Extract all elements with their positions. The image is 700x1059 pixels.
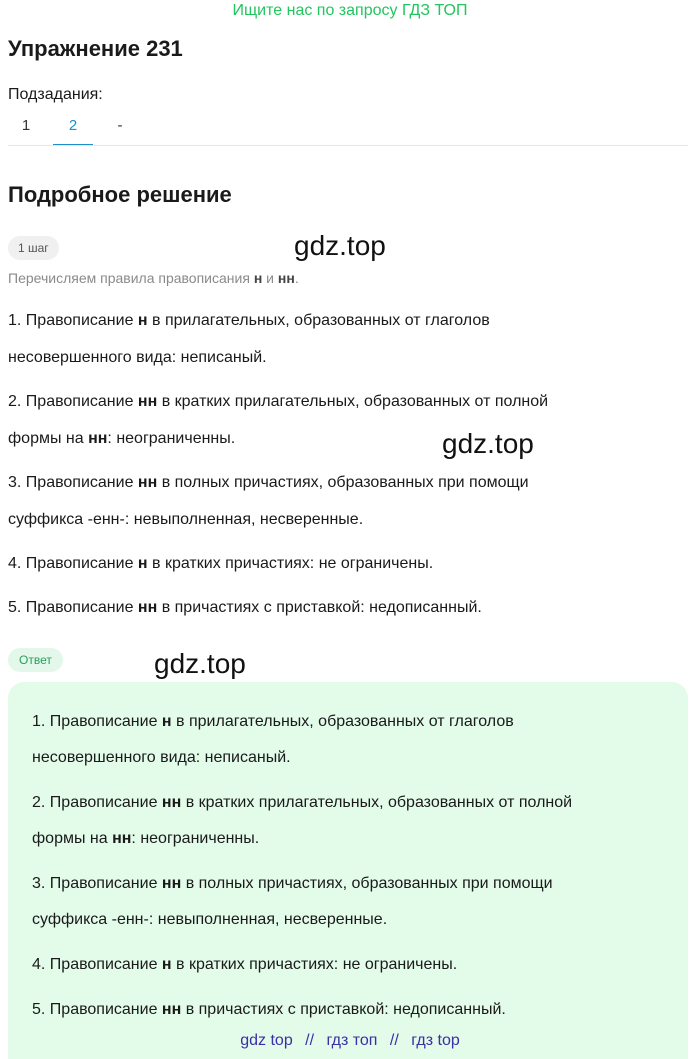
footer-link-gdz-top-ru[interactable]: гдз топ — [326, 1032, 378, 1049]
subtasks-label: Подзадания: — [8, 86, 103, 103]
footer-link-gdz-top-mixed[interactable]: гдз top — [411, 1032, 460, 1049]
answer-box — [8, 682, 688, 1059]
watermark: gdz.top — [294, 230, 386, 261]
answer-rule-item: 4. Правописание н в кратких причастиях: не ограничены. — [32, 956, 458, 973]
footer-separator: // — [305, 1032, 315, 1049]
subtask-tab-dash[interactable]: - — [117, 117, 123, 134]
answer-rule-item: 1. Правописание н в прилагательных, образованных от глаголов несовершенного вида: неписаный. — [32, 713, 514, 766]
answer-rule-item: 5. Правописание нн в причастиях с приставкой: недописанный. — [32, 1001, 506, 1018]
subtask-tab-2-active[interactable]: 2 — [53, 108, 93, 146]
step-intro: Перечисляем правила правописания н и нн. — [8, 270, 299, 286]
watermark: gdz.top — [442, 428, 534, 459]
answer-rule-item: 2. Правописание нн в кратких прилагательных, образованных от полной формы на нн: неограниченны. — [32, 794, 573, 847]
rule-item: 1. Правописание н в прилагательных, образованных от глаголов несовершенного вида: неписаный. — [8, 312, 490, 366]
rule-item: 5. Правописание нн в причастиях с приставкой: недописанный. — [8, 599, 482, 616]
page-title: Упражнение 231 — [8, 36, 183, 61]
rule-item: 4. Правописание н в кратких причастиях: не ограничены. — [8, 555, 434, 572]
solution-heading: Подробное решение — [8, 182, 232, 207]
answer-rule-item: 3. Правописание нн в полных причастиях, образованных при помощи суффикса -енн-: невыполненная, несверенные. — [32, 875, 553, 928]
rule-item: 2. Правописание нн в кратких прилагательных, образованных от полной формы на нн: неограниченны. — [8, 393, 549, 447]
subtask-tab-1[interactable]: 1 — [21, 117, 31, 134]
footer-separator: // — [389, 1032, 399, 1049]
tabs-divider — [8, 145, 688, 146]
rule-item: 3. Правописание нн в полных причастиях, образованных при помощи суффикса -енн-: невыполненная, несверенные. — [8, 474, 529, 528]
solution-rules — [8, 302, 688, 633]
watermark: gdz.top — [154, 648, 246, 679]
step-badge: 1 шаг — [8, 236, 59, 260]
answer-rules — [32, 704, 672, 1037]
subtask-tabs — [8, 108, 688, 148]
footer-links — [0, 1032, 700, 1050]
promo-banner: Ищите нас по запросу ГДЗ ТОП — [232, 2, 468, 19]
answer-badge: Ответ — [8, 648, 63, 672]
footer-link-gdz-top[interactable]: gdz top — [240, 1032, 293, 1049]
